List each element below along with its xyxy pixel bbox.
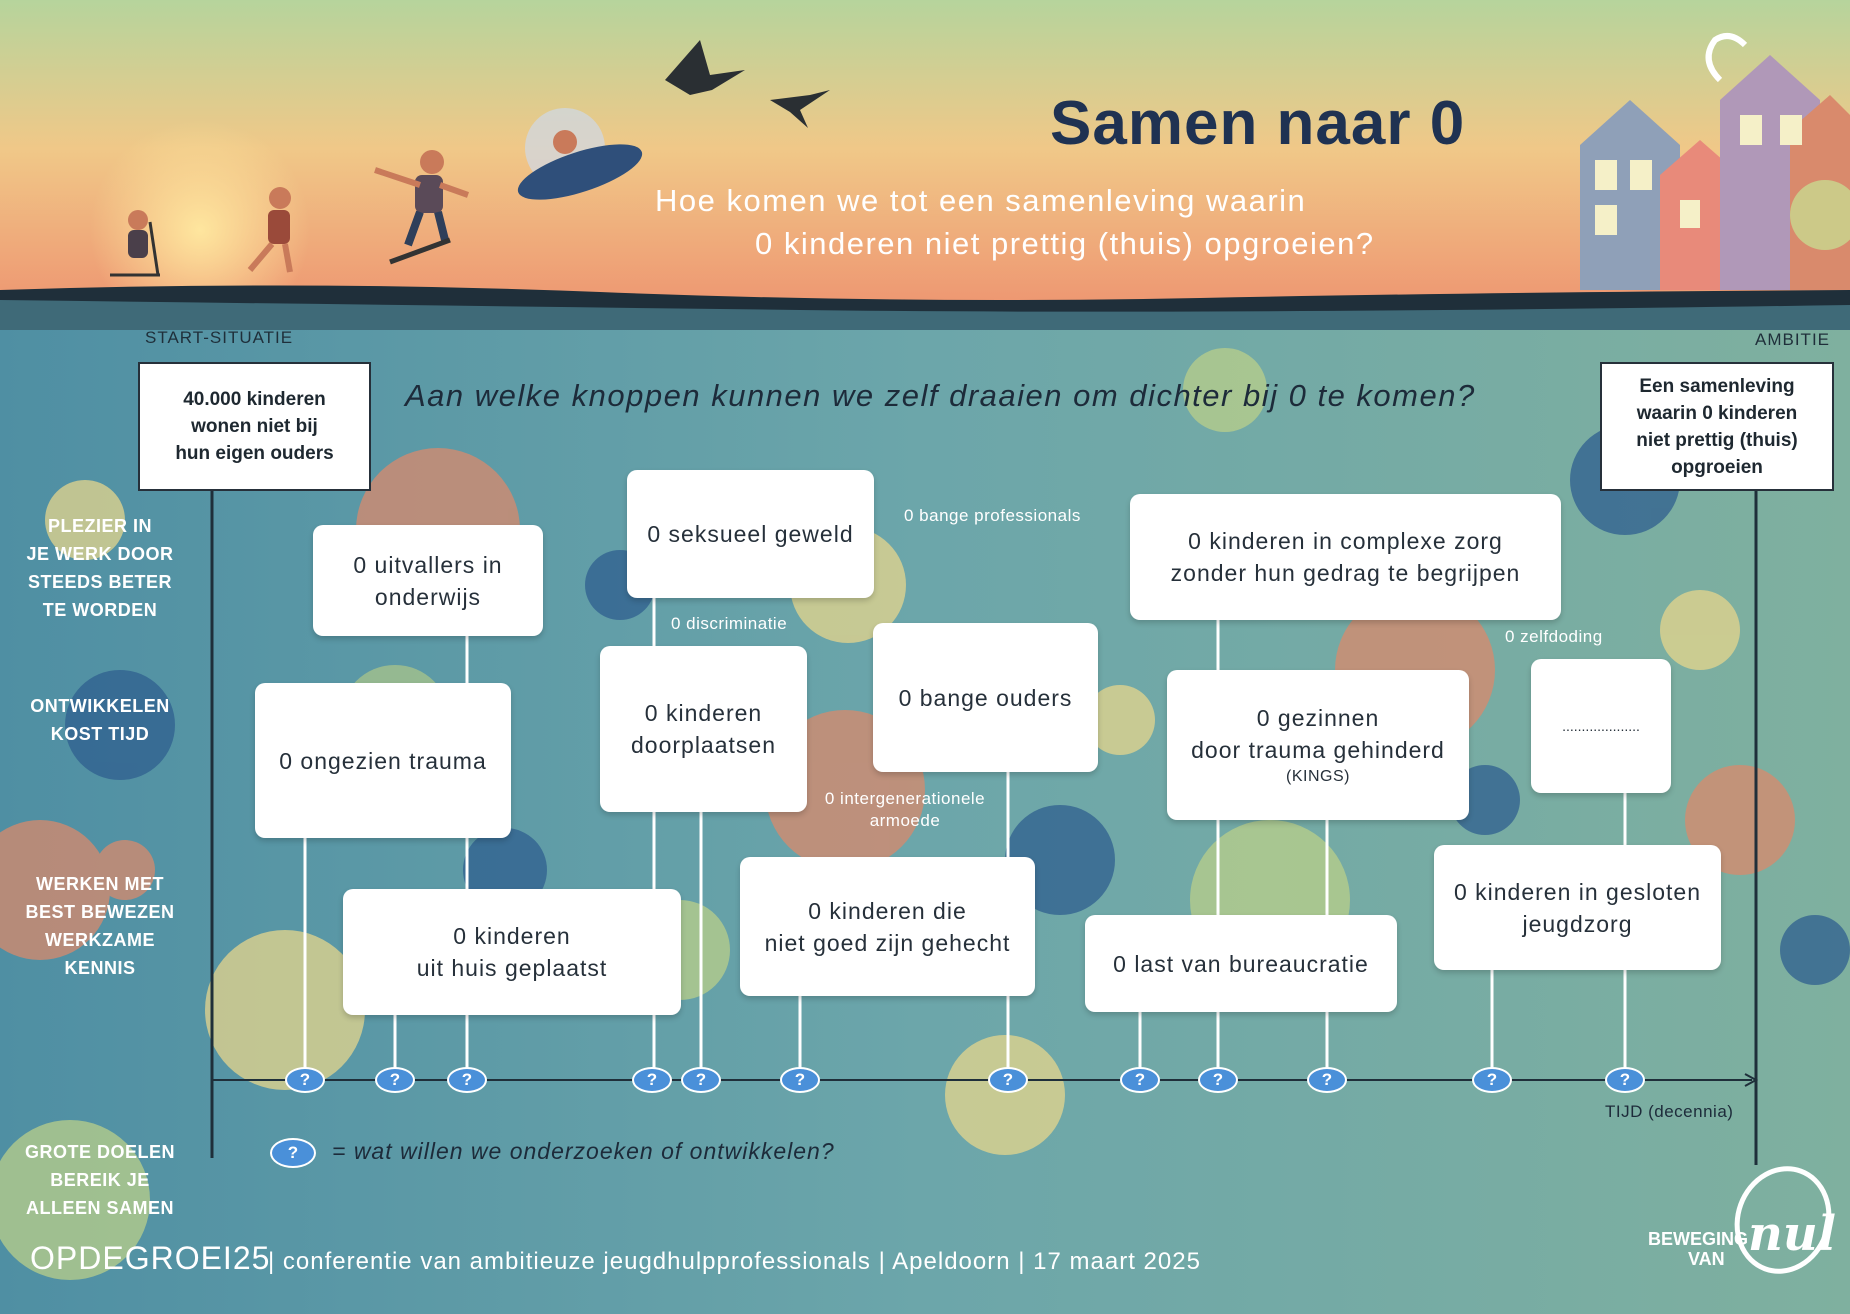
question-mark-icon: ? — [1307, 1067, 1347, 1093]
question-mark-icon: ? — [1605, 1067, 1645, 1093]
ambition-label: AMBITIE — [1755, 330, 1831, 349]
label-intergenerationele-armoede: 0 intergenerationele armoede — [824, 789, 986, 830]
footer-brand: OPDEGROEI25 — [30, 1240, 271, 1276]
goal-box-seksueel-geweld: 0 seksueel geweld — [627, 470, 874, 598]
logo-line-1: BEWEGING — [1648, 1229, 1749, 1249]
legend-question-mark-icon: ? — [270, 1138, 316, 1168]
ambition-box: Een samenleving waarin 0 kinderen niet prettig (thuis) opgroeien — [1600, 362, 1834, 491]
question-mark-icon: ? — [375, 1067, 415, 1093]
side-label-plezier: PLEZIER IN JE WERK DOOR STEEDS BETER TE WORDEN — [26, 516, 174, 620]
goal-box-complexe-zorg: 0 kinderen in complexe zorg zonder hun gedrag te begrijpen — [1130, 494, 1561, 620]
start-situation-box: 40.000 kinderen wonen niet bij hun eigen ouders — [138, 362, 371, 491]
logo-word: nul — [1748, 1206, 1837, 1262]
start-label: START-SITUATIE — [145, 328, 294, 347]
question-mark-icon: ? — [780, 1067, 820, 1093]
label-zelfdoding: 0 zelfdoding — [1505, 627, 1603, 646]
question-mark-icon: ? — [285, 1067, 325, 1093]
page-title: Samen naar 0 — [1050, 89, 1466, 158]
side-label-werken: WERKEN MET BEST BEWEZEN WERKZAME KENNIS — [25, 874, 175, 978]
logo-line-2: VAN — [1688, 1249, 1725, 1269]
goal-box-gesloten-jeugdzorg: 0 kinderen in gesloten jeugdzorg — [1434, 845, 1721, 970]
goal-box-gezinnen-text: 0 gezinnen door trauma gehinderd — [1191, 705, 1445, 763]
goal-box-ongezien-trauma: 0 ongezien trauma — [255, 683, 511, 838]
question-mark-icon: ? — [1120, 1067, 1160, 1093]
goal-box-bureaucratie: 0 last van bureaucratie — [1085, 915, 1397, 1012]
question-mark-icon: ? — [1198, 1067, 1238, 1093]
subtitle-line-2: 0 kinderen niet prettig (thuis) opgroeien? — [755, 226, 1375, 261]
question-mark-icon: ? — [988, 1067, 1028, 1093]
time-axis-label: TIJD (decennia) — [1605, 1102, 1734, 1121]
goal-box-uit-huis-geplaatst: 0 kinderen uit huis geplaatst — [343, 889, 681, 1015]
goal-box-doorplaatsen: 0 kinderen doorplaatsen — [600, 646, 807, 812]
goal-box-gezinnen — [1167, 670, 1469, 820]
side-label-ontwikkelen: ONTWIKKELEN KOST TIJD — [30, 696, 170, 744]
question-mark-icon: ? — [632, 1067, 672, 1093]
footer-text: | conferentie van ambitieuze jeugdhulpprofessionals | Apeldoorn | 17 maart 2025 — [268, 1248, 1201, 1275]
label-bange-professionals: 0 bange professionals — [904, 506, 1081, 525]
label-discriminatie: 0 discriminatie — [671, 614, 788, 633]
question-mark-icon: ? — [681, 1067, 721, 1093]
subtitle-line-1: Hoe komen we tot een samenleving waarin — [655, 183, 1307, 218]
goal-box-gezinnen-sub: (KINGS) — [1286, 768, 1350, 785]
goal-box-empty-placeholder: .................... — [1531, 659, 1671, 793]
legend-text: = wat willen we onderzoeken of ontwikkelen? — [332, 1138, 835, 1164]
central-question: Aan welke knoppen kunnen we zelf draaien om dichter bij 0 te komen? — [405, 378, 1476, 413]
side-label-grote-doelen: GROTE DOELEN BEREIK JE ALLEEN SAMEN — [24, 1142, 175, 1218]
question-mark-icon: ? — [1472, 1067, 1512, 1093]
goal-box-bange-ouders: 0 bange ouders — [873, 623, 1098, 772]
question-mark-icon: ? — [447, 1067, 487, 1093]
goal-box-gehecht: 0 kinderen die niet goed zijn gehecht — [740, 857, 1035, 996]
goal-box-uitvallers: 0 uitvallers in onderwijs — [313, 525, 543, 636]
beweging-van-nul-logo — [1648, 1165, 1838, 1285]
